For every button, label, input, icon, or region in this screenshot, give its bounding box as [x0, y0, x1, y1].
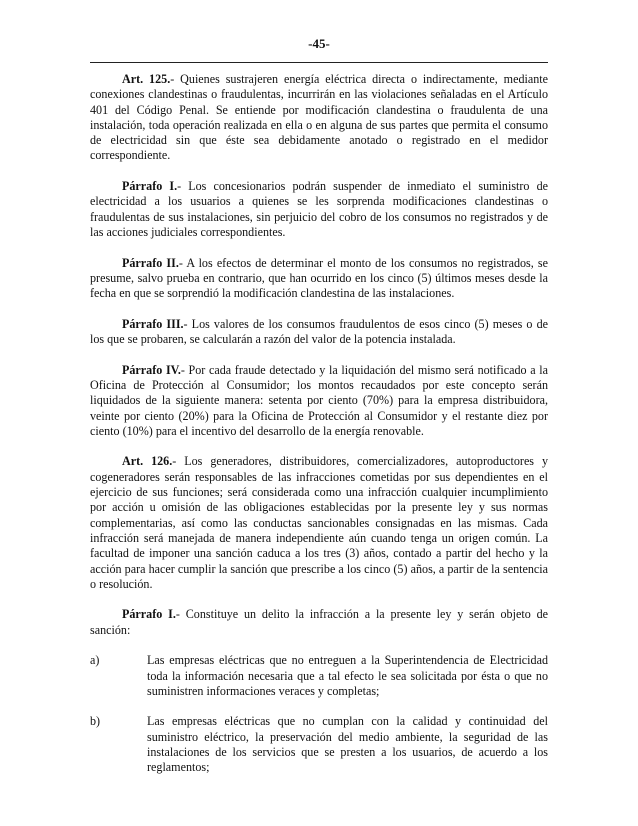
- paragraph-label: Párrafo II.: [122, 255, 179, 270]
- article-125-paragraph-2: [90, 256, 548, 302]
- paragraph-label: Párrafo I.: [122, 607, 176, 622]
- document-body: [90, 72, 548, 791]
- list-item-text: Las empresas eléctricas que no cumplan con la calidad y continuidad del suministro eléctrico, la preservación del medio ambiente, la seguridad de las instalaciones de los servicios que se presten a los usuarios, de acuerdo a los reglamentos;: [147, 714, 548, 775]
- list-item-text: Las empresas eléctricas que no entreguen a la Superintendencia de Electricidad toda la información necesaria que a tal efecto le sea solicitada por ésta o que no suministren informaciones veraces y completas;: [147, 653, 548, 698]
- list-item-b: [90, 714, 548, 775]
- article-125: [90, 72, 548, 164]
- article-126: [90, 454, 548, 592]
- article-text: - Los generadores, distribuidores, comercializadores, autoproductores y cogeneradores serán responsables de las infracciones cometidas por sus dependientes en el ejercicio de sus funciones; será considerada como una infracción cualquier incumplimiento por acción u omisión de las obligaciones establecidas por la presente ley y sus normas complementarias, así como las conductas sancionables consignadas en las mismas. Cada infracción será manejada de manera independiente aún cuando tenga un origen común. La facultad de imponer una sanción caduca a los tres (3) años, contado a partir del hecho y la acción para hacer cumplir la sanción que prescribe a los cinco (5) años, a partir de la sentencia o resolución.: [90, 454, 549, 591]
- header-rule: [90, 62, 548, 63]
- paragraph-label: Párrafo III.: [122, 316, 184, 331]
- paragraph-text: - Los concesionarios podrán suspender de inmediato el suministro de electricidad a los usuarios a quienes se les sorprenda modificaciones clandestinas o fraudulentas de sus instalaciones, sin perjuicio del cobro de los consumos no registrados y de las acciones judiciales correspondientes.: [90, 179, 548, 239]
- paragraph-label: Párrafo IV.: [122, 362, 181, 377]
- paragraph-text: - Los valores de los consumos fraudulentos de esos cinco (5) meses o de los que se probaren, se calcularán a razón del valor de la potencia instalada.: [90, 316, 548, 347]
- article-125-paragraph-4: [90, 363, 548, 439]
- paragraph-label: Párrafo I.: [122, 179, 178, 194]
- page-number: -45-: [308, 36, 330, 51]
- article-125-paragraph-1: [90, 179, 548, 240]
- article-text: - Quienes sustrajeren energía eléctrica directa o indirectamente, mediante conexiones clandestinas o fraudulentas, incurrirán en las violaciones señaladas en el Artículo 401 del Código Penal. Se entiende por modificación clandestina o fraudulenta de una instalación, toda operación realizada en ella o en alguna de sus partes que permita el consumo de electricidad sin que éste sea debidamente anotado o registrado en el medidor correspondiente.: [90, 72, 549, 163]
- paragraph-text: - Por cada fraude detectado y la liquidación del mismo será notificado a la Oficina de Protección al Consumidor; los montos recaudados por este concepto serán liquidados de la siguiente manera: setenta por ciento (70%) para la empresa distribuidora, veinte por ciento (20%) para la Oficina de Protección al Consumidor y el restante diez por ciento (10%) para el incentivo del desarrollo de la energía renovable.: [90, 362, 549, 438]
- paragraph-text: - A los efectos de determinar el monto de los consumos no registrados, se presume, salvo prueba en contrario, que han ocurrido en los cinco (5) últimos meses desde la fecha en que se sorprendió la modificación clandestina de las instalaciones.: [90, 255, 548, 301]
- article-126-paragraph-1: [90, 607, 548, 638]
- paragraph-text: - Constituye un delito la infracción a la presente ley y serán objeto de sanción:: [90, 607, 548, 637]
- list-item-a: [90, 653, 548, 699]
- article-label: Art. 125.: [122, 72, 171, 86]
- list-item-label: a): [90, 653, 100, 668]
- list-item-label: b): [90, 714, 101, 729]
- article-label: Art. 126.: [122, 454, 173, 469]
- article-125-paragraph-3: [90, 317, 548, 348]
